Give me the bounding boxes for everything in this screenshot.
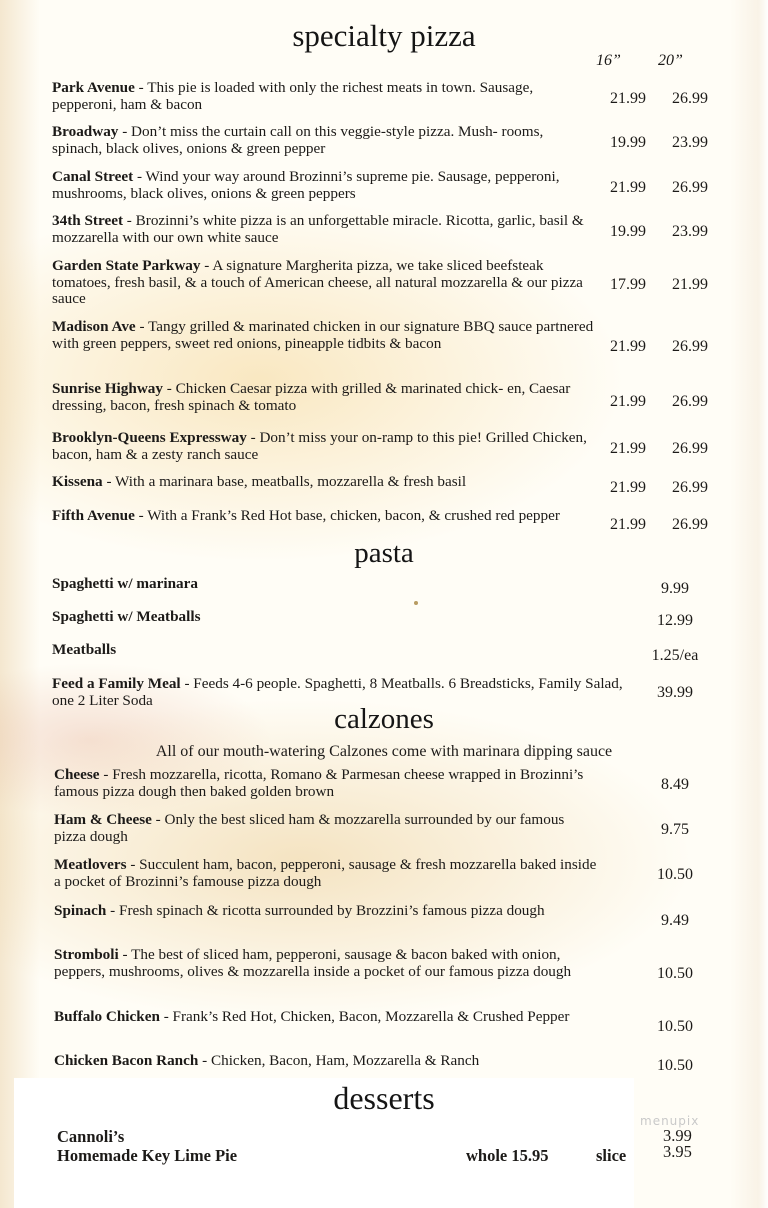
section-title-pizza: specialty pizza (292, 18, 476, 53)
decorative-dot (414, 601, 418, 605)
price-20: 26.99 (672, 440, 708, 457)
price: 9.99 (661, 580, 689, 597)
menu-item-cheese-calzone: Cheese - Fresh mozzarella, ricotta, Romano & Parmesan cheese wrapped in Brozinni’s famous pizza dough then baked golden brown (54, 766, 584, 800)
menu-item-34th-street: 34th Street - Brozinni’s white pizza is an unforgettable miracle. Ricotta, garlic, basil & mozzarella with our own white sauce (52, 212, 584, 246)
price: 10.50 (657, 1018, 693, 1035)
price-16: 21.99 (610, 479, 646, 496)
price: 10.50 (657, 965, 693, 982)
menu-item-spinach-calzone: Spinach - Fresh spinach & ricotta surrounded by Brozzini’s famous pizza dough (54, 902, 545, 919)
menu-item-broadway: Broadway - Don’t miss the curtain call on this veggie-style pizza. Mush- rooms, spinach, black olives, onions & green pepper (52, 123, 544, 157)
calzones-intro: All of our mouth-watering Calzones come with marinara dipping sauce (155, 743, 613, 760)
price-whole: whole 15.95 (466, 1146, 549, 1165)
menu-item-sunrise-highway: Sunrise Highway - Chicken Caesar pizza with grilled & marinated chick- en, Caesar dressing, bacon, fresh spinach & tomato (52, 380, 571, 414)
menu-item-spaghetti-meatballs: Spaghetti w/ Meatballs (52, 608, 201, 625)
price: 1.25/ea (651, 647, 699, 664)
size-header-16: 16” (596, 52, 621, 69)
price-16: 21.99 (610, 393, 646, 410)
price: 8.49 (661, 776, 689, 793)
menu-item-meatlovers-calzone: Meatlovers - Succulent ham, bacon, pepperoni, sausage & fresh mozzarella baked inside a pocket of Brozinni’s famouse pizza dough (54, 856, 597, 890)
price-16: 17.99 (610, 276, 646, 293)
menu-item-fifth-avenue: Fifth Avenue - With a Frank’s Red Hot base, chicken, bacon, & crushed red pepper (52, 507, 560, 524)
menu-item-brooklyn-queens-expressway: Brooklyn-Queens Expressway - Don’t miss your on-ramp to this pie! Grilled Chicken, bacon, ham & a zesty ranch sauce (52, 429, 587, 463)
price-20: 23.99 (672, 223, 708, 240)
price: 12.99 (657, 612, 693, 629)
price-16: 21.99 (610, 179, 646, 196)
menu-item-garden-state-parkway: Garden State Parkway - A signature Margherita pizza, we take sliced beefsteak tomatoes, fresh basil, & a touch of American cheese, all natural mozzarella & our pizza sauce (52, 257, 583, 307)
price-16: 21.99 (610, 338, 646, 355)
menu-item-madison-ave: Madison Ave - Tangy grilled & marinated chicken in our signature BBQ sauce partnered with green peppers, sweet red onions, pineapple tidbits & bacon (52, 318, 594, 352)
price-16: 21.99 (610, 440, 646, 457)
price: 39.99 (657, 684, 693, 701)
menu-item-stromboli: Stromboli - The best of sliced ham, pepperoni, sausage & bacon baked with onion, peppers, mushrooms, olives & mozzarella inside a pocket of our famous pizza dough (54, 946, 572, 980)
price-16: 19.99 (610, 134, 646, 151)
size-header-20: 20” (658, 52, 683, 69)
price: 9.75 (661, 821, 689, 838)
menu-item-canal-street: Canal Street - Wind your way around Brozinni’s supreme pie. Sausage, pepperoni, mushrooms, black olives, onions & green peppers (52, 168, 560, 202)
menu-item-family-meal: Feed a Family Meal - Feeds 4-6 people. Spaghetti, 8 Meatballs. 6 Breadsticks, Family Salad, one 2 Liter Soda (52, 675, 623, 709)
menu-item-kissena: Kissena - With a marinara base, meatballs, mozzarella & fresh basil (52, 473, 467, 490)
price: 3.99 (663, 1126, 692, 1145)
price: 10.50 (657, 1057, 693, 1074)
price-20: 26.99 (672, 516, 708, 533)
slice-label: slice (596, 1146, 627, 1165)
dessert-key-lime-pie: Homemade Key Lime Pie (57, 1146, 238, 1165)
price-16: 21.99 (610, 516, 646, 533)
price-20: 26.99 (672, 179, 708, 196)
price-20: 26.99 (672, 479, 708, 496)
price-16: 21.99 (610, 90, 646, 107)
menu-item-chicken-bacon-ranch-calzone: Chicken Bacon Ranch - Chicken, Bacon, Ham, Mozzarella & Ranch (54, 1052, 480, 1069)
price: 9.49 (661, 912, 689, 929)
price-20: 21.99 (672, 276, 708, 293)
menu-item-buffalo-chicken-calzone: Buffalo Chicken - Frank’s Red Hot, Chicken, Bacon, Mozzarella & Crushed Pepper (54, 1008, 570, 1025)
price: 10.50 (657, 866, 693, 883)
menu-item-ham-cheese-calzone: Ham & Cheese - Only the best sliced ham & mozzarella surrounded by our famous pizza dough (54, 811, 565, 845)
price-20: 26.99 (672, 338, 708, 355)
price: 3.95 (663, 1142, 692, 1161)
menu-item-meatballs: Meatballs (52, 641, 117, 658)
menu-item-spaghetti-marinara: Spaghetti w/ marinara (52, 575, 198, 592)
price-20: 23.99 (672, 134, 708, 151)
price-20: 26.99 (672, 90, 708, 107)
price-20: 26.99 (672, 393, 708, 410)
dessert-cannoli: Cannoli’s (57, 1127, 125, 1146)
price-16: 19.99 (610, 223, 646, 240)
menupix-watermark: menupix (640, 1114, 700, 1128)
section-title-pasta: pasta (354, 537, 414, 569)
section-title-calzones: calzones (334, 703, 434, 735)
scan-edge (758, 0, 768, 1208)
menu-item-park-avenue: Park Avenue - This pie is loaded with only the richest meats in town. Sausage, pepperoni, ham & bacon (52, 79, 534, 113)
section-title-desserts: desserts (333, 1080, 435, 1116)
